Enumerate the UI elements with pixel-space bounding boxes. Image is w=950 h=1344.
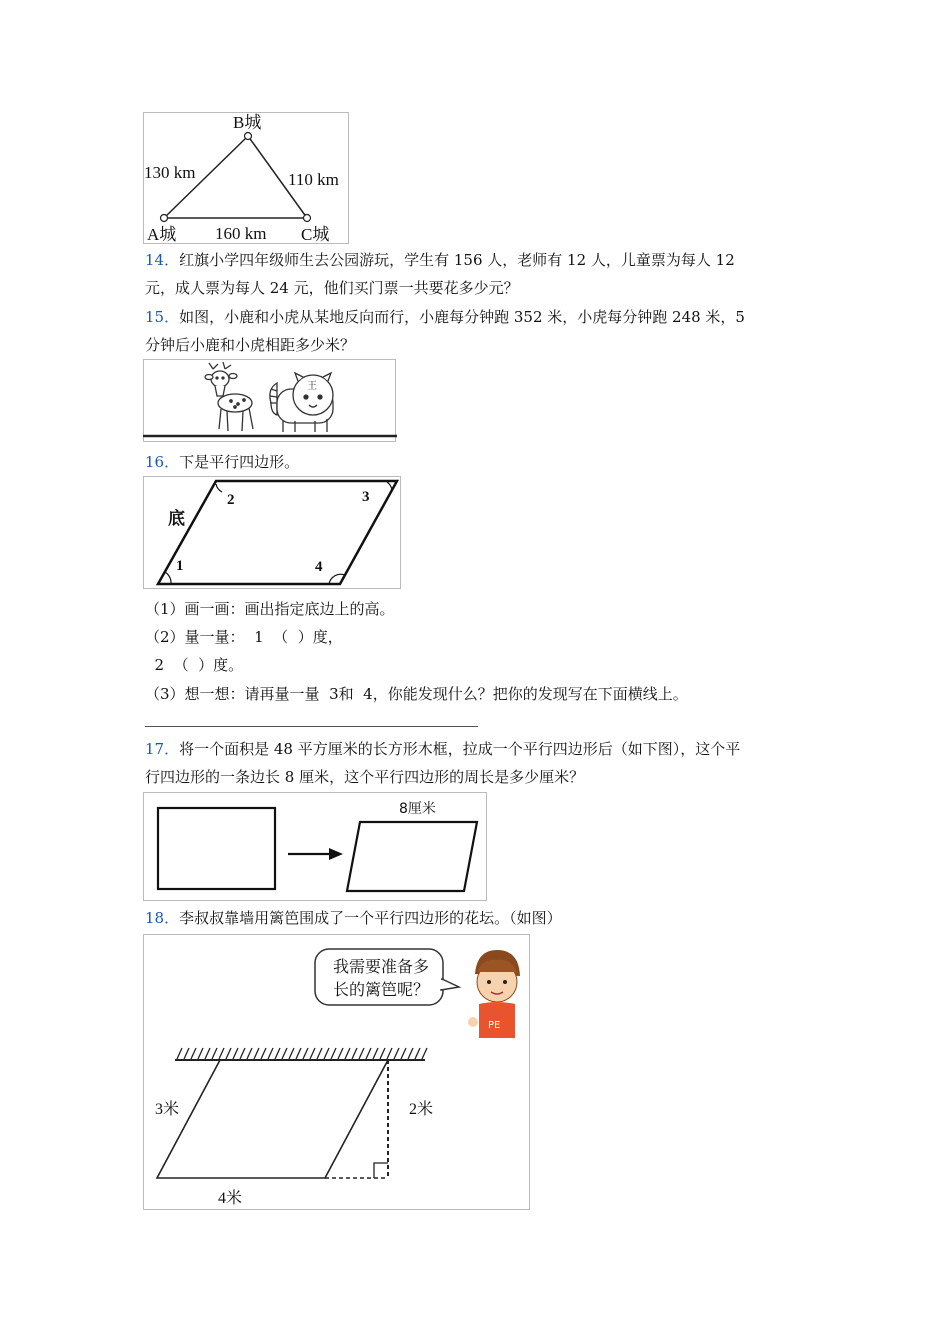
base-label: 底 [168,509,185,529]
side-ab-label: 130 km [144,163,196,182]
angle-2-label: 2 [227,492,235,508]
q18-line1 [145,908,562,928]
side-bc-label: 110 km [288,170,339,189]
angle-3-label: 3 [362,489,370,505]
q15-line1 [145,307,745,327]
answer-line [145,726,478,727]
vertex-b-label: B城 [233,113,262,132]
q17-number: 17． [145,740,180,758]
q17-text-1: 将一个面积是 48 平方厘米的长方形木框，拉成一个平行四边形后（如下图），这个平 [179,740,741,758]
flowerbed-figure [143,934,531,1210]
deer-tiger-figure [143,359,397,442]
bubble-line-2: 长的篱笆呢？ [333,980,430,999]
vertex-c-label: C城 [301,225,330,244]
q14-text-1: 红旗小学四年级师生去公园游玩，学生有 156 人，老师有 12 人，儿童票为每人 12 [179,251,735,269]
left-side-label: 3米 [155,1101,180,1118]
angle-1-label: 1 [176,558,184,574]
q16-sub2a: （2）量一量： 1 （ ）度， [145,628,343,646]
bubble-line-1: 我需要准备多 [333,957,430,976]
triangle-figure [143,112,350,244]
q16-number: 16． [145,453,180,471]
q18-number: 18． [145,909,180,927]
q16-sub2b: 2 （ ）度。 [145,656,244,674]
q18-text-1: 李叔叔靠墙用篱笆围成了一个平行四边形的花坛。（如图） [179,909,562,927]
q15-line2: 分钟后小鹿和小虎相距多少米？ [145,336,356,354]
q16-text-1: 下是平行四边形。 [179,453,300,471]
angle-4-label: 4 [315,559,323,575]
side-ac-label: 160 km [215,224,267,243]
base-length-label: 4米 [218,1190,243,1207]
side-length-label: 8厘米 [399,801,436,817]
q14-line2: 元，成人票为每人 24 元，他们买门票一共要花多少元？ [145,279,519,297]
q15-text-1: 如图，小鹿和小虎从某地反向而行，小鹿每分钟跑 352 米，小虎每分钟跑 248 米，5 [179,308,745,326]
q16-line1 [145,452,299,472]
q17-line2: 行四边形的一条边长 8 厘米，这个平行四边形的周长是多少厘米？ [145,768,585,786]
q15-number: 15． [145,308,180,326]
frame-transform-figure [143,792,488,901]
shirt-label: PE [488,1020,501,1031]
parallelogram-figure [143,476,402,589]
height-label: 2米 [409,1101,434,1118]
q16-sub1: （1）画一画：画出指定底边上的高。 [145,600,395,618]
q14-line1 [145,250,735,270]
q14-number: 14． [145,251,180,269]
deer-icon [205,362,253,431]
q17-line1 [145,739,740,759]
wall-hatch [177,1048,427,1059]
tiger-icon [270,373,333,432]
tiger-mark: 王 [307,381,317,392]
boy-icon [468,950,520,1038]
vertex-a-label: A城 [147,225,177,244]
q16-sub3: （3）想一想：请再量一量 3和 4，你能发现什么？把你的发现写在下面横线上。 [145,685,688,703]
